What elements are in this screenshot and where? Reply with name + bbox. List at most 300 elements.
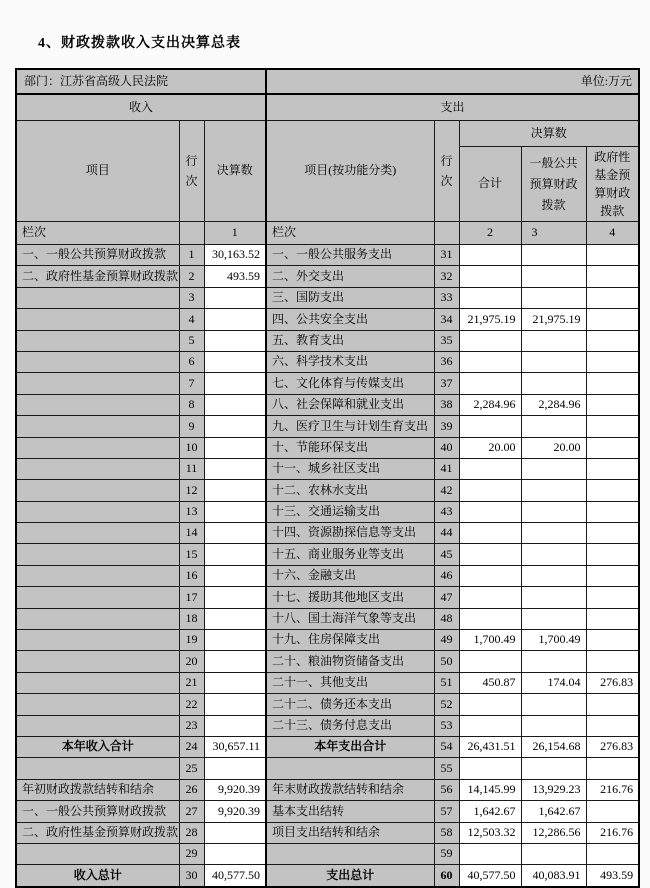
expense-item-cell: 一、一般公共服务支出 [266, 245, 434, 266]
general-budget-header: 一般公共预算财政拨款 [521, 147, 586, 222]
expense-item-cell: 十五、商业服务业等支出 [266, 544, 434, 565]
amount-total-cell [459, 458, 521, 479]
income-item-cell [16, 587, 179, 608]
amount-gov-fund-cell [586, 651, 639, 672]
expense-item-cell: 十、节能环保支出 [266, 437, 434, 458]
table-row [16, 715, 639, 736]
amount-total-cell [459, 565, 521, 586]
income-amount-cell [204, 694, 266, 715]
table-head [16, 69, 639, 245]
income-line-cell: 2 [179, 266, 204, 287]
fiscal-appropriation-table [15, 68, 640, 888]
amount-general-budget-cell: 1,700.49 [521, 630, 586, 651]
expense-line-cell: 35 [434, 330, 459, 351]
amount-general-budget-cell [521, 715, 586, 736]
amount-general-budget-cell: 174.04 [521, 672, 586, 693]
table-row [16, 651, 639, 672]
income-amount-cell [204, 523, 266, 544]
expense-item-cell: 四、公共安全支出 [266, 309, 434, 330]
income-line-cell: 27 [179, 801, 204, 822]
expense-line-cell: 60 [434, 865, 459, 887]
income-amount-cell: 30,657.11 [204, 736, 266, 757]
table-row [16, 587, 639, 608]
expense-line-cell: 53 [434, 715, 459, 736]
amount-gov-fund-cell [586, 330, 639, 351]
table-row [16, 608, 639, 629]
lanci-col-3: 3 [521, 222, 586, 245]
income-amount-cell [204, 672, 266, 693]
income-line-cell: 16 [179, 565, 204, 586]
amount-total-cell [459, 758, 521, 779]
expense-item-cell: 十一、城乡社区支出 [266, 458, 434, 479]
table-body [16, 245, 639, 887]
amount-total-cell [459, 287, 521, 308]
income-amount-cell: 30,163.52 [204, 245, 266, 266]
amount-gov-fund-cell [586, 608, 639, 629]
income-line-cell: 17 [179, 587, 204, 608]
income-amount-cell [204, 630, 266, 651]
amount-total-cell [459, 694, 521, 715]
income-amount-cell [204, 373, 266, 394]
expense-item-cell: 三、国防支出 [266, 287, 434, 308]
income-item-cell [16, 630, 179, 651]
lanci-income-line [179, 222, 204, 245]
expense-item-cell: 本年支出合计 [266, 736, 434, 757]
income-line-cell: 9 [179, 416, 204, 437]
expense-line-header [434, 121, 459, 222]
amount-total-cell [459, 266, 521, 287]
table-row [16, 501, 639, 522]
expense-item-cell: 七、文化体育与传媒支出 [266, 373, 434, 394]
expense-line-cell: 40 [434, 437, 459, 458]
lanci-expense-line [434, 222, 459, 245]
table-row [16, 801, 639, 822]
expense-section-header: 支出 [266, 94, 639, 121]
amount-gov-fund-cell [586, 416, 639, 437]
amount-total-cell [459, 351, 521, 372]
lanci-col-4: 4 [586, 222, 639, 245]
expense-item-cell [266, 758, 434, 779]
amount-gov-fund-cell [586, 309, 639, 330]
expense-item-cell: 五、教育支出 [266, 330, 434, 351]
table-row [16, 330, 639, 351]
table-row [16, 630, 639, 651]
income-item-cell [16, 715, 179, 736]
table-row [16, 373, 639, 394]
table-row [16, 843, 639, 864]
amount-general-budget-cell [521, 373, 586, 394]
income-amount-cell [204, 843, 266, 864]
column-index-row [16, 222, 639, 245]
income-line-cell: 6 [179, 351, 204, 372]
expense-item-cell: 九、医疗卫生与计划生育支出 [266, 416, 434, 437]
income-amount-cell [204, 394, 266, 415]
amount-general-budget-cell [521, 587, 586, 608]
expense-item-cell: 二十三、债务付息支出 [266, 715, 434, 736]
expense-item-cell: 二十一、其他支出 [266, 672, 434, 693]
expense-line-cell: 52 [434, 694, 459, 715]
amount-gov-fund-cell [586, 501, 639, 522]
income-amount-cell [204, 458, 266, 479]
income-item-cell [16, 287, 179, 308]
column-header-row-1 [16, 121, 639, 147]
amount-general-budget-cell [521, 501, 586, 522]
amount-total-cell [459, 608, 521, 629]
income-item-cell [16, 608, 179, 629]
expense-line-cell: 44 [434, 523, 459, 544]
amount-total-cell: 450.87 [459, 672, 521, 693]
income-line-cell: 23 [179, 715, 204, 736]
amount-total-cell [459, 587, 521, 608]
expense-item-cell: 十四、资源勘探信息等支出 [266, 523, 434, 544]
expense-item-cell: 十八、国土海洋气象等支出 [266, 608, 434, 629]
amount-gov-fund-cell [586, 544, 639, 565]
income-line-cell: 4 [179, 309, 204, 330]
amount-total-cell: 40,577.50 [459, 865, 521, 887]
amount-gov-fund-cell [586, 523, 639, 544]
expense-line-cell: 54 [434, 736, 459, 757]
amount-gov-fund-cell [586, 266, 639, 287]
amount-gov-fund-cell [586, 630, 639, 651]
income-line-cell: 25 [179, 758, 204, 779]
income-amount-cell [204, 544, 266, 565]
income-item-cell [16, 330, 179, 351]
amount-total-cell [459, 523, 521, 544]
expense-final-header: 决算数 [459, 121, 639, 147]
income-amount-cell [204, 351, 266, 372]
expense-item-cell: 二十、粮油物资储备支出 [266, 651, 434, 672]
expense-line-cell: 32 [434, 266, 459, 287]
income-item-cell: 二、政府性基金预算财政拨款 [16, 266, 179, 287]
amount-general-budget-cell [521, 266, 586, 287]
income-item-cell [16, 694, 179, 715]
expense-line-cell: 47 [434, 587, 459, 608]
income-amount-cell [204, 309, 266, 330]
income-line-cell: 14 [179, 523, 204, 544]
expense-line-cell: 36 [434, 351, 459, 372]
amount-total-cell: 2,284.96 [459, 394, 521, 415]
income-amount-cell [204, 416, 266, 437]
amount-total-cell [459, 480, 521, 501]
amount-total-cell [459, 373, 521, 394]
amount-gov-fund-cell [586, 437, 639, 458]
income-amount-cell [204, 480, 266, 501]
amount-general-budget-cell [521, 758, 586, 779]
income-line-cell: 13 [179, 501, 204, 522]
income-line-cell: 22 [179, 694, 204, 715]
expense-line-cell: 50 [434, 651, 459, 672]
income-item-cell [16, 416, 179, 437]
functional-item-header: 项目(按功能分类) [266, 121, 434, 222]
income-line-cell: 8 [179, 394, 204, 415]
amount-general-budget-cell: 1,642.67 [521, 801, 586, 822]
income-line-cell: 29 [179, 843, 204, 864]
expense-line-cell: 31 [434, 245, 459, 266]
income-item-cell: 二、政府性基金预算财政拨款 [16, 822, 179, 843]
expense-item-cell: 十六、金融支出 [266, 565, 434, 586]
income-item-cell [16, 565, 179, 586]
expense-line-cell: 37 [434, 373, 459, 394]
amount-total-cell: 12,503.32 [459, 822, 521, 843]
section-header-row [16, 94, 639, 121]
income-item-cell: 一、一般公共预算财政拨款 [16, 245, 179, 266]
amount-gov-fund-cell [586, 373, 639, 394]
amount-gov-fund-cell [586, 694, 639, 715]
table-row [16, 287, 639, 308]
department-row [16, 69, 639, 94]
amount-total-cell: 14,145.99 [459, 779, 521, 800]
amount-gov-fund-cell [586, 480, 639, 501]
amount-total-cell [459, 416, 521, 437]
table-row [16, 694, 639, 715]
amount-general-budget-cell [521, 458, 586, 479]
amount-general-budget-cell [521, 651, 586, 672]
table-row [16, 416, 639, 437]
expense-line-cell: 38 [434, 394, 459, 415]
income-final-header: 决算数 [204, 121, 266, 222]
lanci-col-2: 2 [459, 222, 521, 245]
expense-item-cell: 项目支出结转和结余 [266, 822, 434, 843]
amount-total-cell [459, 330, 521, 351]
gov-fund-header: 政府性基金预算财政拨款 [586, 147, 639, 222]
expense-item-cell: 十二、农林水支出 [266, 480, 434, 501]
expense-item-cell: 十七、援助其他地区支出 [266, 587, 434, 608]
table-row [16, 865, 639, 887]
income-amount-cell [204, 758, 266, 779]
amount-gov-fund-cell [586, 245, 639, 266]
amount-gov-fund-cell: 276.83 [586, 672, 639, 693]
amount-general-budget-cell: 2,284.96 [521, 394, 586, 415]
income-item-cell: 年初财政拨款结转和结余 [16, 779, 179, 800]
income-item-cell [16, 651, 179, 672]
income-item-cell [16, 394, 179, 415]
expense-line-cell: 45 [434, 544, 459, 565]
income-item-cell [16, 309, 179, 330]
expense-item-cell: 支出总计 [266, 865, 434, 887]
amount-general-budget-cell [521, 330, 586, 351]
income-line-header [179, 121, 204, 222]
table-row [16, 523, 639, 544]
expense-item-cell: 八、社会保障和就业支出 [266, 394, 434, 415]
table-row [16, 758, 639, 779]
amount-general-budget-cell [521, 287, 586, 308]
amount-gov-fund-cell: 276.83 [586, 736, 639, 757]
income-amount-cell: 9,920.39 [204, 801, 266, 822]
lanci-income-label: 栏次 [16, 222, 179, 245]
amount-general-budget-cell [521, 544, 586, 565]
amount-gov-fund-cell [586, 587, 639, 608]
table-row [16, 245, 639, 266]
amount-total-cell: 1,700.49 [459, 630, 521, 651]
income-item-cell [16, 544, 179, 565]
income-item-cell [16, 373, 179, 394]
amount-gov-fund-cell: 493.59 [586, 865, 639, 887]
page-title: 4、财政拨款收入支出决算总表 [38, 36, 241, 51]
income-amount-cell [204, 715, 266, 736]
table-row [16, 437, 639, 458]
income-line-cell: 20 [179, 651, 204, 672]
amount-gov-fund-cell [586, 758, 639, 779]
income-line-cell: 24 [179, 736, 204, 757]
income-item-cell [16, 437, 179, 458]
income-item-cell [16, 501, 179, 522]
amount-gov-fund-cell [586, 843, 639, 864]
amount-gov-fund-cell [586, 458, 639, 479]
lanci-expense-label: 栏次 [266, 222, 434, 245]
amount-gov-fund-cell [586, 287, 639, 308]
income-line-cell: 19 [179, 630, 204, 651]
table-row [16, 544, 639, 565]
table-row [16, 822, 639, 843]
table-row [16, 672, 639, 693]
income-line-cell: 15 [179, 544, 204, 565]
expense-line-cell: 51 [434, 672, 459, 693]
expense-item-cell: 十三、交通运输支出 [266, 501, 434, 522]
item-header: 项目 [16, 121, 179, 222]
income-item-cell [16, 758, 179, 779]
expense-item-cell: 年末财政拨款结转和结余 [266, 779, 434, 800]
amount-gov-fund-cell: 216.76 [586, 822, 639, 843]
amount-gov-fund-cell [586, 715, 639, 736]
amount-general-budget-cell [521, 351, 586, 372]
expense-item-cell: 十九、住房保障支出 [266, 630, 434, 651]
amount-general-budget-cell [521, 694, 586, 715]
amount-general-budget-cell [521, 608, 586, 629]
expense-item-cell [266, 843, 434, 864]
expense-line-cell: 39 [434, 416, 459, 437]
income-amount-cell: 40,577.50 [204, 865, 266, 887]
income-line-cell: 11 [179, 458, 204, 479]
income-amount-cell [204, 287, 266, 308]
income-line-cell: 1 [179, 245, 204, 266]
expense-line-header-text: 行次 [440, 153, 453, 188]
amount-total-cell [459, 245, 521, 266]
expense-line-cell: 58 [434, 822, 459, 843]
expense-line-cell: 43 [434, 501, 459, 522]
income-amount-cell [204, 330, 266, 351]
expense-item-cell: 基本支出结转 [266, 801, 434, 822]
table-row [16, 565, 639, 586]
income-item-cell [16, 672, 179, 693]
amount-total-cell [459, 843, 521, 864]
expense-line-cell: 55 [434, 758, 459, 779]
table-row [16, 736, 639, 757]
amount-total-cell [459, 501, 521, 522]
amount-general-budget-cell [521, 245, 586, 266]
amount-total-cell [459, 651, 521, 672]
expense-line-cell: 56 [434, 779, 459, 800]
income-amount-cell [204, 587, 266, 608]
income-line-cell: 3 [179, 287, 204, 308]
expense-line-cell: 59 [434, 843, 459, 864]
expense-line-cell: 34 [434, 309, 459, 330]
amount-gov-fund-cell: 216.76 [586, 779, 639, 800]
income-item-cell [16, 458, 179, 479]
table-row [16, 394, 639, 415]
income-line-cell: 7 [179, 373, 204, 394]
table-row [16, 351, 639, 372]
amount-total-cell: 1,642.67 [459, 801, 521, 822]
table-row [16, 458, 639, 479]
department-cell: 部门：江苏省高级人民法院 [16, 69, 266, 94]
income-amount-cell [204, 651, 266, 672]
income-item-cell: 收入总计 [16, 865, 179, 887]
income-line-cell: 10 [179, 437, 204, 458]
expense-item-cell: 二十二、债务还本支出 [266, 694, 434, 715]
amount-total-cell: 26,431.51 [459, 736, 521, 757]
income-item-cell [16, 480, 179, 501]
table-row [16, 779, 639, 800]
total-header: 合计 [459, 147, 521, 222]
income-amount-cell [204, 565, 266, 586]
income-line-cell: 30 [179, 865, 204, 887]
unit-cell: 单位:万元 [266, 69, 639, 94]
lanci-col-1: 1 [204, 222, 266, 245]
amount-general-budget-cell: 40,083.91 [521, 865, 586, 887]
income-item-cell: 一、一般公共预算财政拨款 [16, 801, 179, 822]
amount-general-budget-cell: 26,154.68 [521, 736, 586, 757]
expense-item-cell: 六、科学技术支出 [266, 351, 434, 372]
income-amount-cell: 9,920.39 [204, 779, 266, 800]
expense-line-cell: 33 [434, 287, 459, 308]
income-amount-cell [204, 437, 266, 458]
expense-line-cell: 46 [434, 565, 459, 586]
amount-total-cell [459, 544, 521, 565]
amount-gov-fund-cell [586, 565, 639, 586]
amount-gov-fund-cell [586, 394, 639, 415]
income-line-cell: 5 [179, 330, 204, 351]
income-item-cell [16, 843, 179, 864]
amount-general-budget-cell: 12,286.56 [521, 822, 586, 843]
amount-general-budget-cell [521, 523, 586, 544]
table-row [16, 309, 639, 330]
amount-general-budget-cell: 20.00 [521, 437, 586, 458]
income-amount-cell [204, 608, 266, 629]
income-amount-cell: 493.59 [204, 266, 266, 287]
income-line-header-text: 行次 [185, 153, 198, 188]
amount-general-budget-cell: 13,929.23 [521, 779, 586, 800]
amount-total-cell: 20.00 [459, 437, 521, 458]
expense-line-cell: 49 [434, 630, 459, 651]
income-line-cell: 12 [179, 480, 204, 501]
income-item-cell [16, 523, 179, 544]
income-section-header: 收入 [16, 94, 266, 121]
amount-gov-fund-cell [586, 351, 639, 372]
amount-general-budget-cell [521, 416, 586, 437]
amount-general-budget-cell [521, 565, 586, 586]
income-item-cell [16, 351, 179, 372]
amount-general-budget-cell: 21,975.19 [521, 309, 586, 330]
expense-item-cell: 二、外交支出 [266, 266, 434, 287]
expense-line-cell: 48 [434, 608, 459, 629]
table-row [16, 480, 639, 501]
expense-line-cell: 42 [434, 480, 459, 501]
amount-total-cell: 21,975.19 [459, 309, 521, 330]
amount-total-cell [459, 715, 521, 736]
income-item-cell: 本年收入合计 [16, 736, 179, 757]
expense-line-cell: 57 [434, 801, 459, 822]
income-amount-cell [204, 822, 266, 843]
income-line-cell: 26 [179, 779, 204, 800]
income-line-cell: 28 [179, 822, 204, 843]
amount-general-budget-cell [521, 843, 586, 864]
income-amount-cell [204, 501, 266, 522]
income-line-cell: 18 [179, 608, 204, 629]
income-line-cell: 21 [179, 672, 204, 693]
amount-general-budget-cell [521, 480, 586, 501]
table-row [16, 266, 639, 287]
amount-gov-fund-cell [586, 801, 639, 822]
